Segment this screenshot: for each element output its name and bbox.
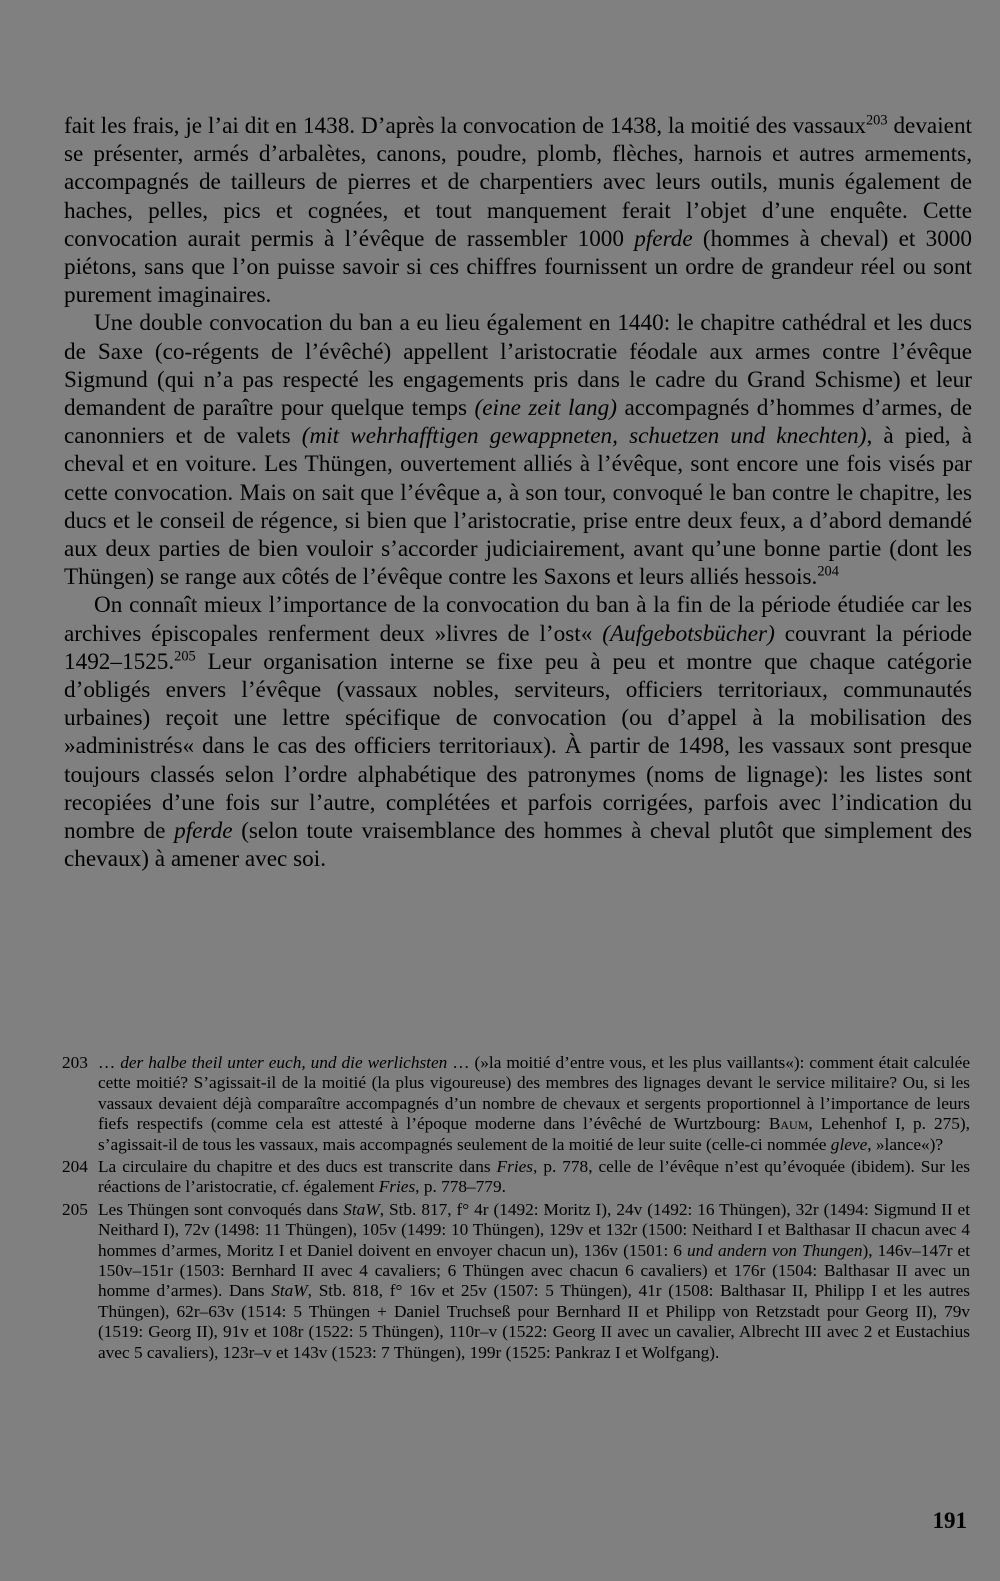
text-run: , Stb. 818, f° 16v et 25v (1507: 5 Thüngen), 41r (1508: Balthasar II, Philipp I et les autres Thüngen), 62r–63v (1514: 5 Thüngen + Daniel Truchseß pour Bernhard II et Philipp von Retzstadt pour Georg II), 79v (1519: Georg II), 91v et 108r (1522: 5 Thüngen), 110r–v (1522: Georg II avec un cavalier, Albrecht III avec 2 et Eustachius avec 5 cavaliers), 123r–v et 143v (1523: 7 Thüngen), 199r (1525: Pankraz I et Wolfgang). <box>98 1281 970 1362</box>
italic-source: Fries <box>496 1157 534 1177</box>
italic-source: StaW <box>271 1281 308 1301</box>
text-run: accompagnés d’hommes d’armes, de canonniers et de valets <box>64 395 972 450</box>
text-run: , Stb. 817, f° 4r (1492: Moritz I), 24v (1492: 16 Thüngen), 32r (1494: Sigmund II et Neithard I), 72v (1498: 11 Thüngen), 105v (1499: 10 Thüngen), 129v et 132r (1500: Neithard I et Balthasar II chacun avec 4 hommes d’armes, Moritz I et Daniel doivent en envoyer chacun un), 136v (1501: 6 <box>98 1199 970 1260</box>
page-number: 191 <box>932 1508 967 1533</box>
italic-term: pferde <box>174 818 233 845</box>
paragraph-2 <box>64 309 972 591</box>
italic-quote: (mit wehrhafftigen gewappneten, schuetzen und knechten) <box>301 423 867 450</box>
italic-source: Fries <box>378 1177 416 1197</box>
italic-quote: und andern von Thungen <box>687 1240 863 1260</box>
footnote-204 <box>62 1157 970 1198</box>
text-run: couvrant la période 1492–1525. <box>64 620 972 675</box>
footnotes <box>62 1053 970 1365</box>
text-run: … <box>98 1053 121 1072</box>
text-run: , Lehenhof I, p. 275), s’agissait-il de tous les vassaux, mais accompagnés seulement de la moitié de leur suite (celle-ci nommée <box>98 1114 970 1154</box>
text-run: Une double convocation du ban a eu lieu également en 1440: le chapitre cathédral et les ducs de Saxe (co-régents de l’évêché) appellent l’aristocratie féodale aux armes contre l’évêque Sigmund (qui n’a pas respecté les engagements pris dans le cadre du Grand Schisme) et leur demandent de paraître pour quelque temps <box>64 310 972 422</box>
paragraph-1 <box>64 112 972 309</box>
text-run: Les Thüngen sont convoqués dans <box>98 1199 344 1219</box>
footnote-number: 203 <box>62 1053 88 1072</box>
text-run: (hommes à cheval) et 3000 piétons, sans que l’on puisse savoir si ces chiffres fournissent un ordre de grandeur réel ou sont purement imaginaires. <box>64 225 972 309</box>
footnote-ref-203: 203 <box>865 112 888 129</box>
footnote-ref-205: 205 <box>174 648 196 665</box>
text-run: , »lance«)? <box>867 1134 944 1154</box>
text-run: ), 146v–147r et 150v–151r (1503: Bernhard II avec 4 cavaliers; 6 Thüngen avec chacun 6 cavaliers) et 176r (1504: Balthasar II avec un homme d’armes). Dans <box>98 1240 970 1301</box>
text-run: fait les frais, je l’ai dit en 1438. D’après la convocation de 1438, la moitié des vassaux <box>64 113 866 139</box>
footnote-ref-204: 204 <box>817 563 839 580</box>
footnote-number: 205 <box>62 1199 88 1219</box>
text-run: , p. 778–779. <box>415 1177 506 1197</box>
text-run: On connaît mieux l’importance de la convocation du ban à la fin de la période étudiée car les archives épiscopales renferment deux »livres de l’ost« <box>64 592 972 647</box>
italic-quote: der halbe theil unter euch, und die werlichsten <box>120 1053 448 1072</box>
text-run: La circulaire du chapitre et des ducs est transcrite dans <box>98 1157 497 1177</box>
italic-term: gleve <box>830 1134 868 1154</box>
text-run: Leur organisation interne se fixe peu à peu et montre que chaque catégorie d’obligés envers l’évêque (vassaux nobles, serviteurs, officiers territoriaux, communautés urbaines) reçoit une lettre spécifique de convocation (ou d’appel à la mobilisation des »administrés« dans le cas des officiers territoriaux). À partir de 1498, les vassaux sont presque toujours classés selon l’ordre alphabétique des patronymes (noms de lignage): les listes sont recopiées d’une fois sur l’autre, complétées et parfois corrigées, parfois avec l’indication du nombre de <box>64 648 972 845</box>
text-run: , p. 778, celle de l’évêque n’est qu’évoquée (ibidem). Sur les réactions de l’aristocratie, cf. également <box>98 1157 970 1197</box>
author-small-caps: Baum <box>768 1114 809 1134</box>
footnote-203 <box>62 1053 970 1155</box>
text-run: (selon toute vraisemblance des hommes à cheval plutôt que simplement des chevaux) à amener avec soi. <box>64 818 973 873</box>
italic-quote: (eine zeit lang) <box>474 395 617 422</box>
main-text <box>64 112 972 873</box>
text-run: , à pied, à cheval et en voiture. Les Thüngen, ouvertement alliés à l’évêque, sont encore une fois visés par cette convocation. Mais on sait que l’évêque a, à son tour, convoqué le ban contre le chapitre, les ducs et le conseil de régence, si bien que l’aristocratie, prise entre deux feux, a d’abord demandé aux deux parties de bien vouloir s’accorder judiciairement, avant qu’une bonne partie (dont les Thüngen) se range aux côtés de l’évêque contre les Saxons et leurs alliés hessois. <box>64 423 972 591</box>
footnote-number: 204 <box>62 1157 88 1177</box>
paragraph-3 <box>64 591 972 873</box>
text-run: … (»la moitié d’entre vous, et les plus vaillants«): comment était calculée cette moitié? S’agissait-il de la moitié (la plus vigoureuse) des membres des lignages devant le service militaire? Ou, si les vassaux devaient déjà comparaître accompagnés d’un nombre de chevaux et sergents proportionnel à l’importance de leurs fiefs respectifs (comme cela est attesté à l’époque moderne dans l’évêché de Wurtzbourg: <box>98 1053 970 1134</box>
italic-term: pferde <box>634 225 693 252</box>
italic-source: StaW <box>343 1199 380 1219</box>
footnote-205 <box>62 1200 970 1363</box>
italic-term: (Aufgebotsbücher) <box>602 620 775 647</box>
text-run: devaient se présenter, armés d’arbalètes, canons, poudre, plomb, flèches, harnois et autres armements, accompagnés de tailleurs de pierres et de charpentiers avec leurs outils, munis également de haches, pelles, pics et cognées, et tout manquement ferait l’objet d’une enquête. Cette convocation aurait permis à l’évêque de rassembler 1000 <box>64 113 972 252</box>
